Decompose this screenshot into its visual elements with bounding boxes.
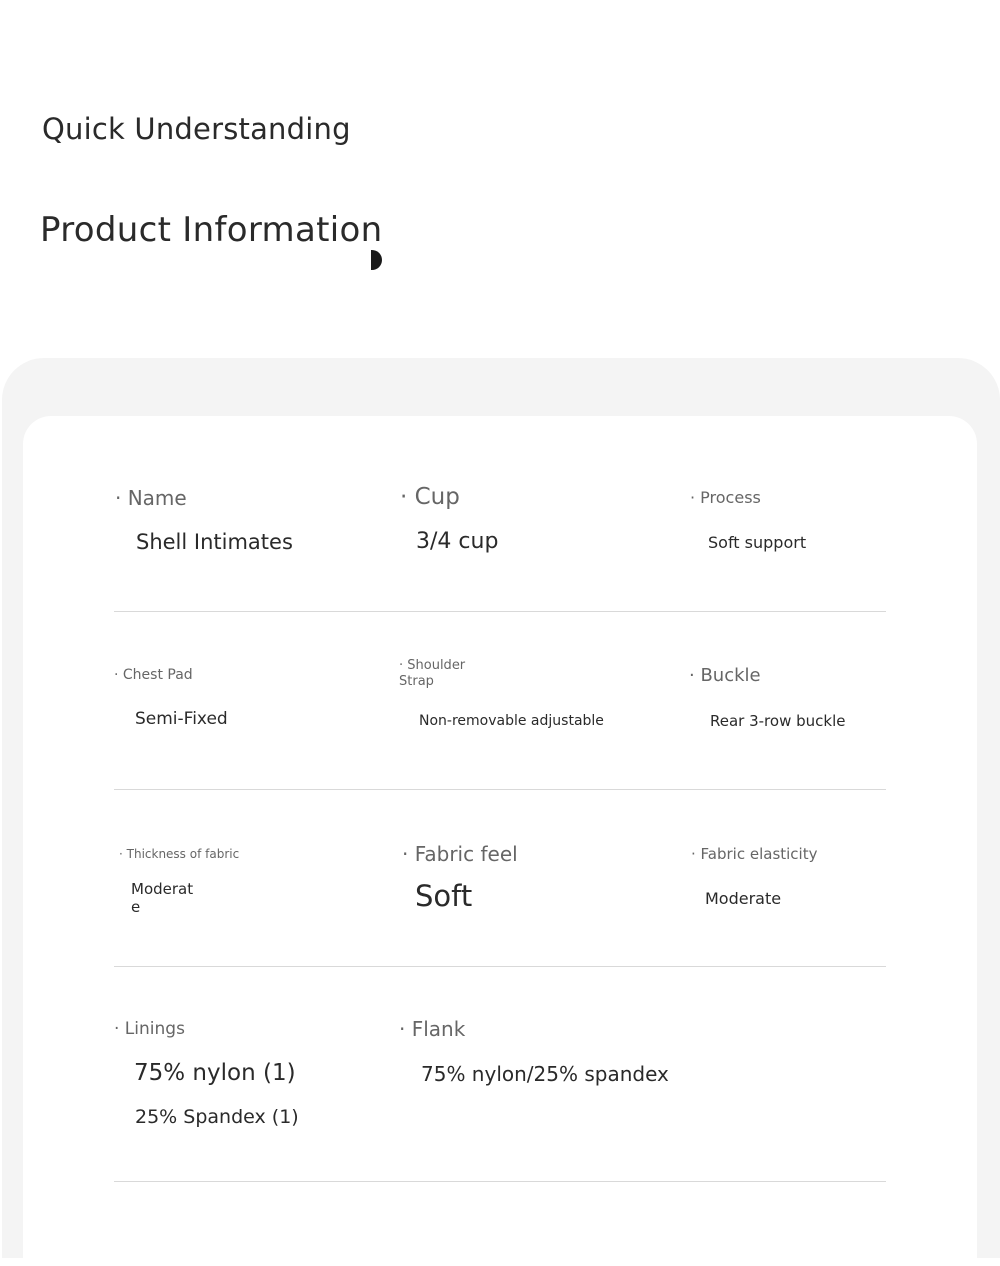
linings-value-line2: 25% Spandex (1) bbox=[135, 1106, 299, 1128]
buckle-value: Rear 3-row buckle bbox=[710, 712, 846, 730]
fabric-elasticity-value: Moderate bbox=[705, 889, 782, 908]
shoulder-strap-label-line1: · Shoulder bbox=[399, 658, 466, 673]
flank-value: 75% nylon/25% spandex bbox=[421, 1062, 669, 1086]
row-divider bbox=[114, 789, 886, 790]
fabric-elasticity-label: · Fabric elasticity bbox=[691, 845, 818, 863]
cup-value: 3/4 cup bbox=[416, 529, 499, 554]
chest-pad-value: Semi-Fixed bbox=[135, 709, 228, 729]
name-label: · Name bbox=[115, 486, 187, 510]
fabric-feel-label: · Fabric feel bbox=[402, 842, 518, 866]
flank-label: · Flank bbox=[399, 1017, 466, 1041]
fabric-thickness-value-line2: e bbox=[131, 898, 141, 916]
row-divider bbox=[114, 611, 886, 612]
fabric-feel-value: Soft bbox=[415, 879, 473, 913]
row-divider bbox=[114, 1181, 886, 1182]
process-label: · Process bbox=[690, 488, 761, 507]
buckle-label: · Buckle bbox=[689, 665, 761, 686]
cup-label: · Cup bbox=[400, 484, 460, 510]
linings-value-line1: 75% nylon (1) bbox=[134, 1060, 296, 1086]
name-value: Shell Intimates bbox=[136, 530, 293, 554]
linings-label: · Linings bbox=[114, 1019, 185, 1039]
process-value: Soft support bbox=[708, 533, 807, 552]
half-circle-decoration-icon bbox=[371, 250, 382, 270]
chest-pad-label: · Chest Pad bbox=[114, 667, 193, 683]
page-title: Product Information bbox=[40, 210, 383, 250]
shoulder-strap-value: Non-removable adjustable bbox=[419, 713, 604, 729]
fabric-thickness-label: · Thickness of fabric bbox=[119, 847, 240, 861]
shoulder-strap-label-line2: Strap bbox=[399, 674, 434, 689]
row-divider bbox=[114, 966, 886, 967]
section-subtitle: Quick Understanding bbox=[42, 112, 351, 146]
fabric-thickness-value-line1: Moderat bbox=[131, 880, 194, 898]
